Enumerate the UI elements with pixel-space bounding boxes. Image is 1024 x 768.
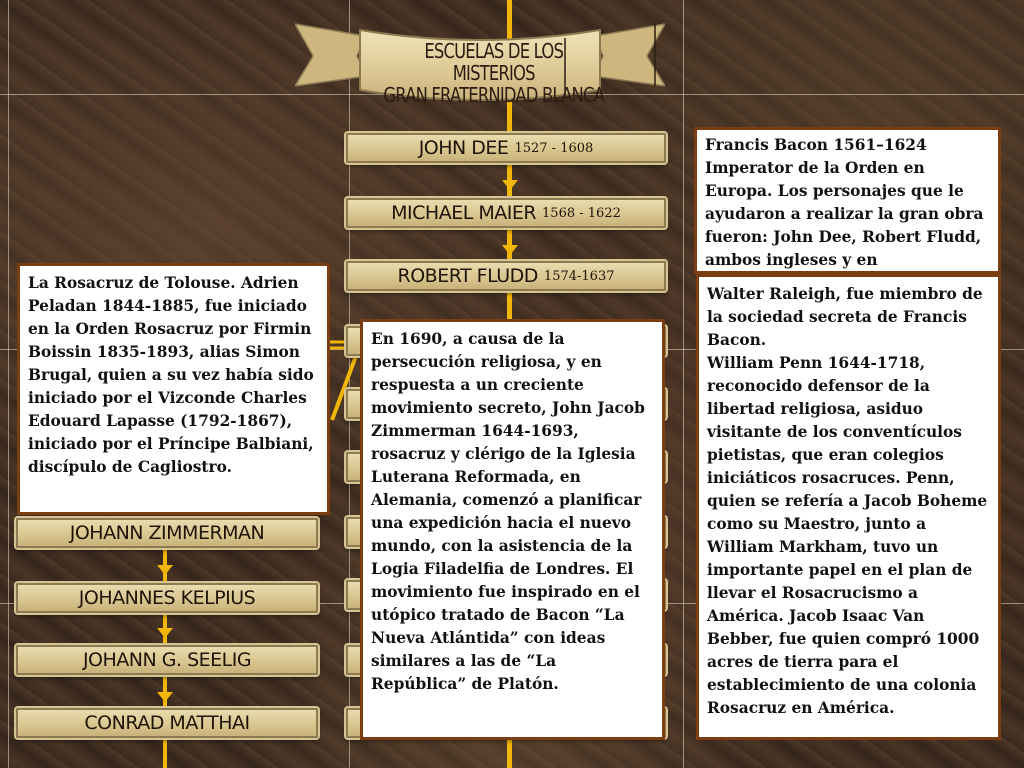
grid-line: [683, 0, 684, 768]
note-text-raleigh: Walter Raleigh, fue miembro de la sociedad secreta de Francis Bacon.: [707, 285, 983, 349]
banner-line-2: GRAN FRATERNIDAD BLANCA: [383, 83, 604, 107]
plaque-michael-maier: [346, 198, 666, 228]
note-text: La Rosacruz de Tolouse. Adrien Peladan 1844-1885, fue iniciado en la Orden Rosacruz por Firmin Boissin 1835-1893, alias Simon Brugal, quien a su vez había sido iniciado por el Vizconde Charles Edouard Lapasse (1792-1867), iniciado por el Príncipe Balbiani, discípulo de Cagliostro.: [28, 274, 314, 476]
note-text: Francis Bacon 1561–1624 Imperator de la Orden en Europa. Los personajes que le ayudaron a realizar la gran obra fueron: John Dee, Robert Fludd, ambos ingleses y en: [705, 136, 984, 269]
plaque-johannes-kelpius: [16, 583, 318, 613]
note-text-penn: William Penn 1644-1718, reconocido defensor de la libertad religiosa, asiduo visitante de los conventículos pietistas, que eran colegios iniciáticos rosacruces. Penn, quien se refería a Jacob Boheme como su Maestro, junto a William Markham, tuvo un importante papel en el plan de llevar el Rosacrucismo a América. Jacob Isaac Van Bebber, fue quien compró 1000 acres de tierra para el establecimiento de una colonia Rosacruz en América.: [707, 354, 988, 717]
down-arrow-icon: [502, 180, 518, 190]
note-text: En 1690, a causa de la persecución religiosa, y en respuesta a un creciente movimiento secreto, John Jacob Zimmerman 1644-1693, rosacruz y clérigo de la Iglesia Luterana Reformada, en Alemania, comenzó a planificar una expedición hacia el nuevo mundo, con la asistencia de la Logia Filadelfia de Londres. El movimiento fue inspirado en el utópico tratado de Bacon “La Nueva Atlántida” con ideas similares a las de “La República” de Platón.: [371, 330, 645, 693]
plaque-name: ROBERT FLUDD: [397, 265, 538, 287]
banner-line-1: ESCUELAS DE LOS MISTERIOS: [424, 39, 564, 85]
plaque-years: 1568 - 1622: [542, 205, 621, 221]
plaque-robert-fludd: [346, 261, 666, 291]
plaque-name: JOHN DEE: [418, 137, 509, 159]
down-arrow-icon: [157, 565, 173, 575]
plaque-years: 1527 - 1608: [514, 140, 594, 156]
down-arrow-icon: [157, 692, 173, 702]
down-arrow-icon: [157, 628, 173, 638]
grid-line: [8, 0, 9, 768]
plaque-johann-zimmerman: [16, 518, 318, 548]
plaque-name: MICHAEL MAIER: [391, 202, 537, 224]
plaque-john-dee: [346, 133, 666, 163]
plaque-name: JOHANN G. SEELIG: [82, 649, 252, 671]
note-rosacruz-tolouse: [17, 263, 330, 515]
banner-title: [383, 40, 604, 106]
note-zimmerman-expedition: [360, 319, 665, 740]
plaque-conrad-matthai: [16, 708, 318, 738]
down-arrow-icon: [502, 245, 518, 255]
note-francis-bacon: [694, 127, 1001, 274]
plaque-name: JOHANN ZIMMERMAN: [69, 522, 265, 544]
plaque-name: CONRAD MATTHAI: [84, 712, 250, 734]
note-raleigh-penn: [696, 274, 1001, 740]
plaque-name: JOHANNES KELPIUS: [78, 587, 256, 609]
plaque-johann-seelig: [16, 645, 318, 675]
plaque-years: 1574-1637: [543, 268, 615, 284]
